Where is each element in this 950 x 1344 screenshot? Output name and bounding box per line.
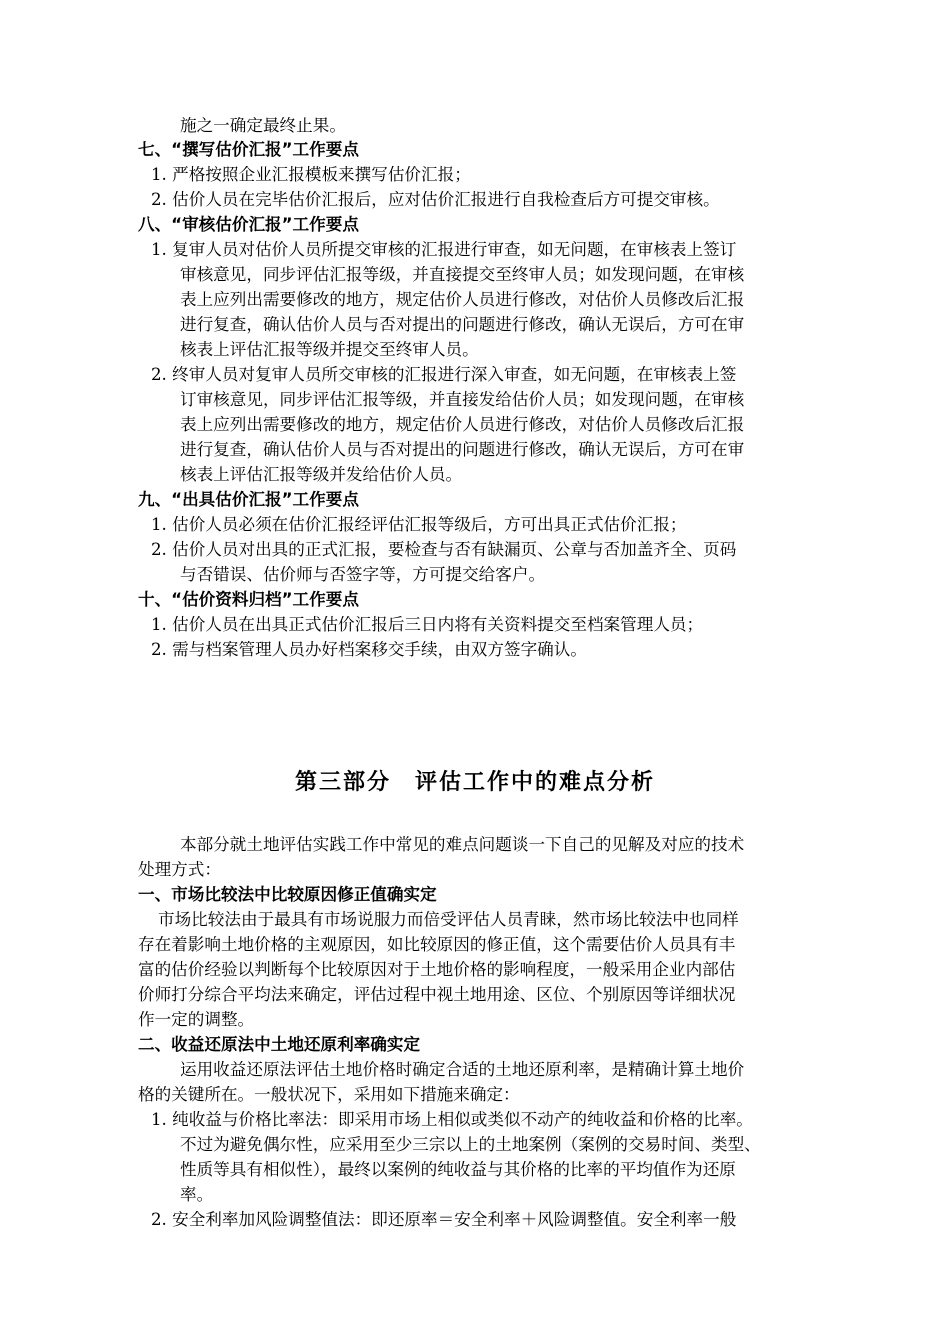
part-3-s1-heading: 一、市场比较法中比较原因修正值确实定 bbox=[138, 885, 437, 904]
part-3-s1-para-line-1: 市场比较法由于最具有市场说服力而倍受评估人员青睐，然市场比较法中也同样 bbox=[158, 910, 739, 929]
part-3-s1-para-line-5: 作一定的调整。 bbox=[138, 1010, 255, 1029]
section-8-item-2-line-4: 进行复查，确认估价人员与否对提出的问题进行修改，确认无误后，方可在审 bbox=[180, 440, 745, 459]
section-8-item-1-line-1: 1. 复审人员对估价人员所提交审核的汇报进行审查，如无问题，在审核表上签订 bbox=[151, 240, 737, 259]
section-10-heading: 十、“估价资料归档”工作要点 bbox=[138, 590, 359, 609]
section-8-item-1-line-5: 核表上评估汇报等级并提交至终审人员。 bbox=[180, 340, 479, 359]
part-3-title: 第三部分 评估工作中的难点分析 bbox=[294, 770, 655, 795]
section-8-item-2-line-1: 2. 终审人员对复审人员所交审核的汇报进行深入审查，如无问题，在审核表上签 bbox=[151, 365, 737, 384]
part-3-s2-heading: 二、收益还原法中土地还原利率确实定 bbox=[138, 1035, 421, 1054]
part-3-s2-item-1-line-1: 1. 纯收益与价格比率法：即采用市场上相似或类似不动产的纯收益和价格的比率。 bbox=[151, 1110, 753, 1129]
section-8-item-2-line-3: 表上应列出需要修改的地方，规定估价人员进行修改，对估价人员修改后汇报 bbox=[180, 415, 745, 434]
section-10-item-1: 1. 估价人员在出具正式估价汇报后三日内将有关资料提交至档案管理人员； bbox=[151, 615, 704, 634]
part-3-s2-item-1-line-3: 性质等具有相似性），最终以案例的纯收益与其价格的比率的平均值作为还原 bbox=[180, 1160, 736, 1179]
section-8-item-1-line-3: 表上应列出需要修改的地方，规定估价人员进行修改，对估价人员修改后汇报 bbox=[180, 290, 745, 309]
section-7-item-1: 1. 严格按照企业汇报模板来撰写估价汇报； bbox=[151, 165, 471, 184]
section-8-item-2-line-2: 订审核意见，同步评估汇报等级，并直接发给估价人员；如发现问题，在审核 bbox=[180, 390, 745, 409]
section-9-item-2-line-1: 2. 估价人员对出具的正式汇报，要检查与否有缺漏页、公章与否加盖齐全、页码 bbox=[151, 540, 737, 559]
section-7-heading: 七、“撰写估价汇报”工作要点 bbox=[138, 140, 359, 159]
part-3-s2-para-line-2: 格的关键所在。一般状况下，采用如下措施来确定： bbox=[138, 1085, 520, 1104]
section-10-item-2: 2. 需与档案管理人员办好档案移交手续，由双方签字确认。 bbox=[151, 640, 587, 659]
section-9-heading: 九、“出具估价汇报”工作要点 bbox=[138, 490, 359, 509]
section-8-item-1-line-2: 审核意见，同步评估汇报等级，并直接提交至终审人员；如发现问题，在审核 bbox=[180, 265, 745, 284]
section-8-item-2-line-5: 核表上评估汇报等级并发给估价人员。 bbox=[180, 465, 463, 484]
part-3-intro-line-2: 处理方式： bbox=[138, 860, 221, 879]
part-3-s2-para-line-1: 运用收益还原法评估土地价格时确定合适的土地还原利率，是精确计算土地价 bbox=[180, 1060, 745, 1079]
part-3-s2-item-2-line-1: 2. 安全利率加风险调整值法：即还原率＝安全利率＋风险调整值。安全利率一般 bbox=[151, 1210, 737, 1229]
section-9-item-2-line-2: 与否错误、估价师与否签字等，方可提交给客户。 bbox=[180, 565, 546, 584]
part-3-s1-para-line-2: 存在着影响土地价格的主观原因，如比较原因的修正值，这个需要估价人员具有丰 bbox=[138, 935, 736, 954]
section-9-item-1: 1. 估价人员必须在估价汇报经评估汇报等级后，方可出具正式估价汇报； bbox=[151, 515, 687, 534]
part-3-s2-item-1-line-2: 不过为避免偶尔性，应采用至少三宗以上的土地案例（案例的交易时间、类型、 bbox=[180, 1135, 761, 1154]
section-7-item-2: 2. 估价人员在完毕估价汇报后，应对估价汇报进行自我检查后方可提交审核。 bbox=[151, 190, 720, 209]
part-3-s2-item-1-line-4: 率。 bbox=[180, 1185, 214, 1204]
part-3-s1-para-line-4: 价师打分综合平均法来确定，评估过程中视土地用途、区位、个别原因等详细状况 bbox=[138, 985, 736, 1004]
part-3-intro-line-1: 本部分就土地评估实践工作中常见的难点问题谈一下自己的见解及对应的技术 bbox=[180, 835, 745, 854]
continuation-line: 施之一确定最终止果。 bbox=[180, 116, 346, 135]
section-8-item-1-line-4: 进行复查，确认估价人员与否对提出的问题进行修改，确认无误后，方可在审 bbox=[180, 315, 745, 334]
part-3-s1-para-line-3: 富的估价经验以判断每个比较原因对于土地价格的影响程度，一般采用企业内部估 bbox=[138, 960, 736, 979]
section-8-heading: 八、“审核估价汇报”工作要点 bbox=[138, 215, 359, 234]
